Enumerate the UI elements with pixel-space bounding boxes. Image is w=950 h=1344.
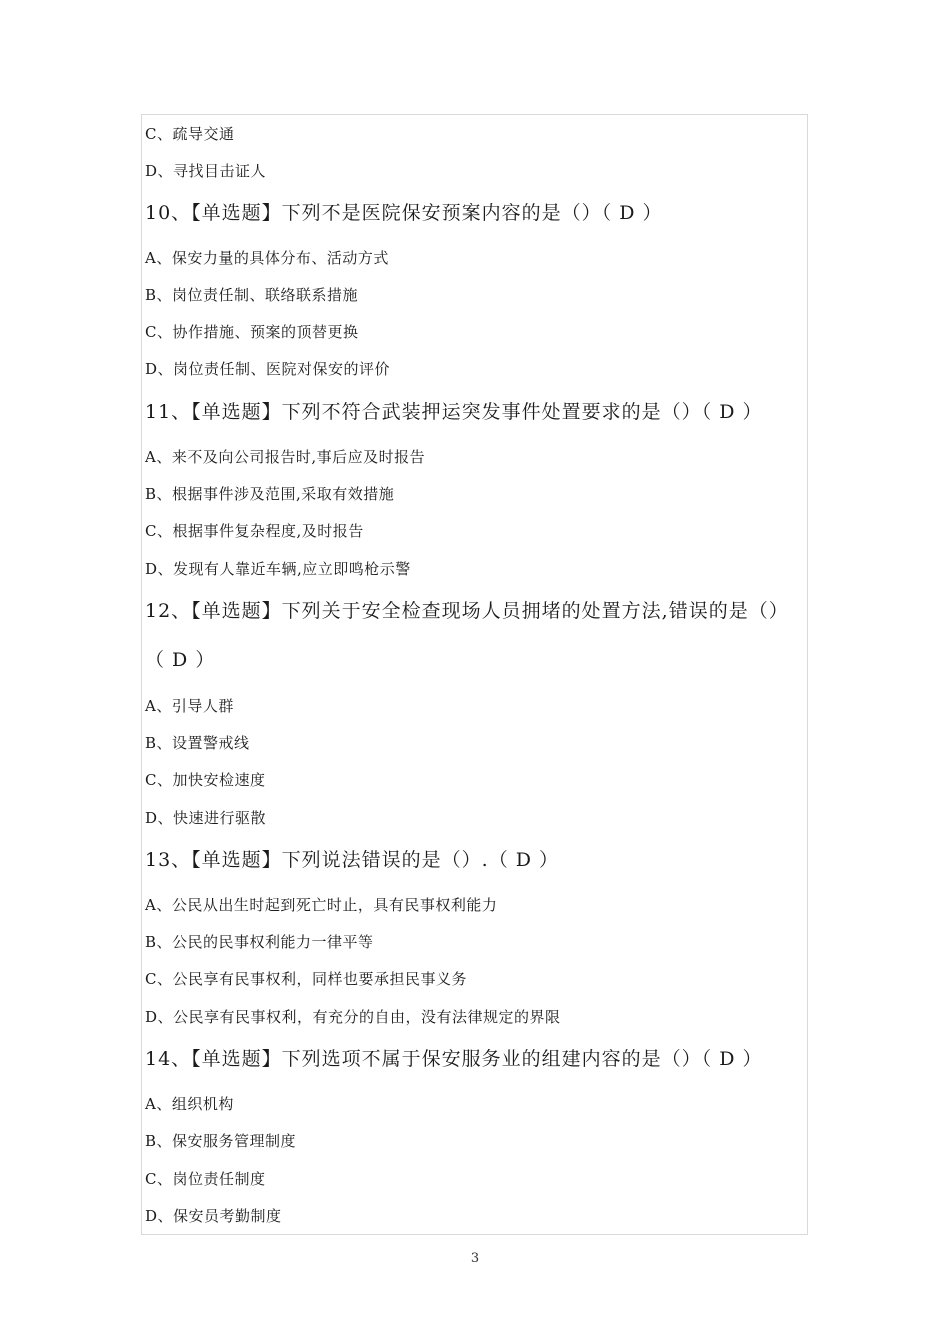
option-c-q14: C、岗位责任制度 — [145, 1170, 266, 1188]
option-d-q11: D、发现有人靠近车辆,应立即鸣枪示警 — [145, 560, 411, 578]
option-d-q9: D、寻找目击证人 — [145, 162, 267, 180]
option-b-q13: B、公民的民事权利能力一律平等 — [145, 933, 374, 951]
option-a-q10: A、保安力量的具体分布、活动方式 — [145, 249, 389, 267]
question-12: 12、【单选题】下列关于安全检查现场人员拥堵的处置方法,错误的是（） — [145, 600, 789, 622]
option-d-q12: D、快速进行驱散 — [145, 809, 267, 827]
option-c-q13: C、公民享有民事权利，同样也要承担民事义务 — [145, 970, 467, 988]
option-d-q10: D、岗位责任制、医院对保安的评价 — [145, 360, 391, 378]
question-10: 10、【单选题】下列不是医院保安预案内容的是（）（ D ） — [145, 202, 663, 224]
page-number: 3 — [470, 1251, 480, 1266]
option-a-q13: A、公民从出生时起到死亡时止，具有民事权利能力 — [145, 896, 498, 914]
option-c-q9: C、疏导交通 — [145, 125, 235, 143]
option-b-q12: B、设置警戒线 — [145, 734, 250, 752]
option-d-q14: D、保安员考勤制度 — [145, 1207, 282, 1225]
option-c-q11: C、根据事件复杂程度,及时报告 — [145, 522, 364, 540]
option-b-q14: B、保安服务管理制度 — [145, 1132, 297, 1150]
question-13: 13、【单选题】下列说法错误的是（）.（ D ） — [145, 849, 560, 871]
question-11: 11、【单选题】下列不符合武装押运突发事件处置要求的是（）（ D ） — [145, 401, 763, 423]
option-b-q11: B、根据事件涉及范围,采取有效措施 — [145, 485, 395, 503]
option-c-q12: C、加快安检速度 — [145, 771, 266, 789]
option-d-q13: D、公民享有民事权利，有充分的自由，没有法律规定的界限 — [145, 1008, 561, 1026]
question-14: 14、【单选题】下列选项不属于保安服务业的组建内容的是（）（ D ） — [145, 1048, 763, 1070]
option-a-q14: A、组织机构 — [145, 1095, 234, 1113]
option-a-q12: A、引导人群 — [145, 697, 234, 715]
question-12-answer: （ D ） — [145, 649, 216, 671]
option-c-q10: C、协作措施、预案的顶替更换 — [145, 323, 359, 341]
option-a-q11: A、来不及向公司报告时,事后应及时报告 — [145, 448, 426, 466]
option-b-q10: B、岗位责任制、联络联系措施 — [145, 286, 359, 304]
